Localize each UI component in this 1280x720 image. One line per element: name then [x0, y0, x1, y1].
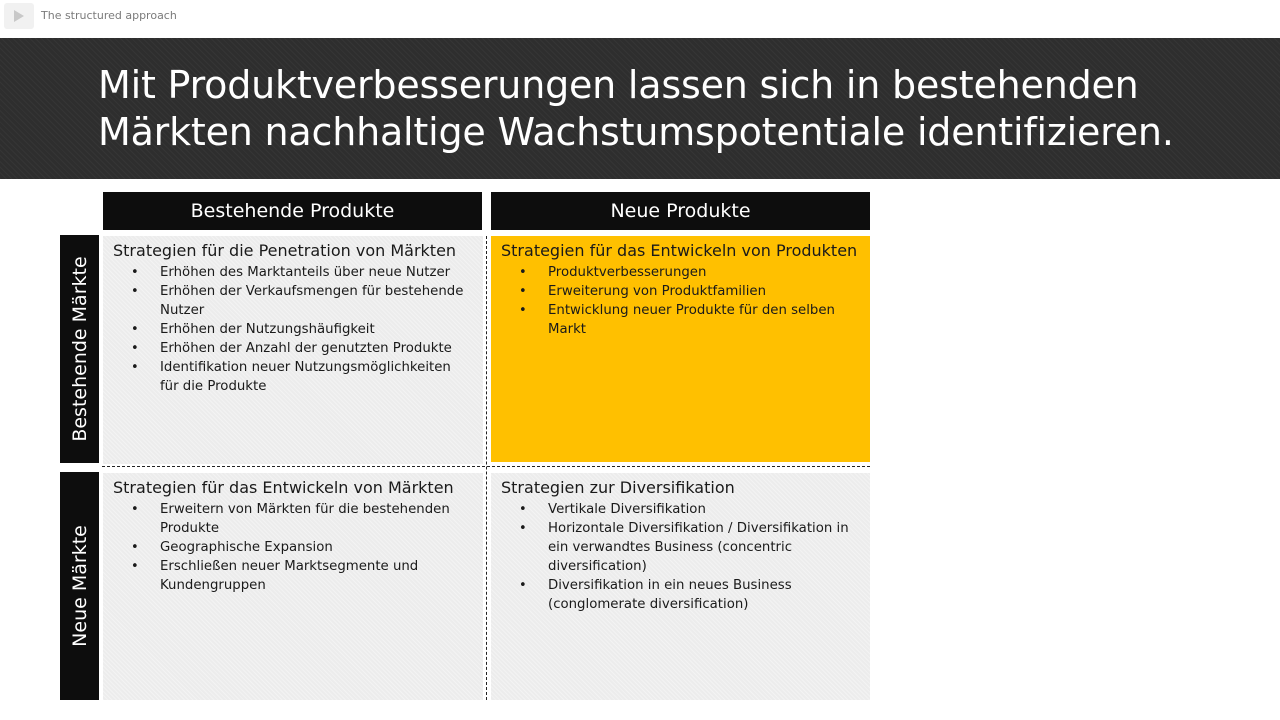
row-header-new-markets-label: Neue Märkte — [68, 525, 91, 647]
bullet-list — [113, 263, 473, 396]
quadrant-title: Strategien für das Entwickeln von Märkten — [113, 478, 454, 497]
quadrant-title: Strategien zur Diversifikation — [501, 478, 735, 497]
quadrant-diversification — [491, 473, 870, 700]
bullet-item: • Identifikation neuer Nutzungsmöglichkeiten für die Produkte — [160, 358, 473, 396]
bullet-item: • Erweiterung von Produktfamilien — [548, 282, 860, 301]
quadrant-product-development — [491, 236, 870, 462]
horizontal-divider — [102, 466, 870, 467]
slide-title-band — [0, 38, 1280, 179]
bullet-list — [113, 500, 473, 595]
vertical-divider — [486, 236, 487, 700]
column-header-existing-products: Bestehende Produkte — [103, 192, 482, 230]
bullet-item: • Erhöhen des Marktanteils über neue Nutzer — [160, 263, 473, 282]
quadrant-market-penetration — [103, 236, 483, 464]
bullet-list — [501, 263, 860, 339]
app-title: The structured approach — [41, 9, 177, 22]
row-header-new-markets — [60, 472, 99, 700]
bullet-item: • Erweitern von Märkten für die bestehenden Produkte — [160, 500, 473, 538]
bullet-item: • Vertikale Diversifikation — [548, 500, 860, 519]
bullet-list — [501, 500, 860, 614]
play-icon — [13, 10, 25, 22]
quadrant-title: Strategien für das Entwickeln von Produkten — [501, 241, 858, 260]
play-button[interactable] — [4, 3, 34, 29]
bullet-item: • Horizontale Diversifikation / Diversifikation in ein verwandtes Business (concentric diversification) — [548, 519, 860, 576]
quadrant-title: Strategien für die Penetration von Märkten — [113, 241, 457, 260]
column-header-new-products: Neue Produkte — [491, 192, 870, 230]
bullet-item: • Erhöhen der Nutzungshäufigkeit — [160, 320, 473, 339]
row-header-existing-markets-label: Bestehende Märkte — [68, 256, 91, 442]
slide-title: Mit Produktverbesserungen lassen sich in bestehenden Märkten nachhaltige Wachstumspotentiale identifizieren. — [98, 63, 1174, 154]
bullet-item: • Erhöhen der Verkaufsmengen für bestehende Nutzer — [160, 282, 473, 320]
app-bar — [0, 0, 1280, 38]
bullet-item: • Produktverbesserungen — [548, 263, 860, 282]
bullet-item: • Entwicklung neuer Produkte für den selben Markt — [548, 301, 860, 339]
bullet-item: • Geographische Expansion — [160, 538, 473, 557]
row-header-existing-markets — [60, 235, 99, 463]
bullet-item: • Erhöhen der Anzahl der genutzten Produkte — [160, 339, 473, 358]
quadrant-market-development — [103, 473, 483, 700]
bullet-item: • Erschließen neuer Marktsegmente und Kundengruppen — [160, 557, 473, 595]
bullet-item: • Diversifikation in ein neues Business (conglomerate diversification) — [548, 576, 860, 614]
